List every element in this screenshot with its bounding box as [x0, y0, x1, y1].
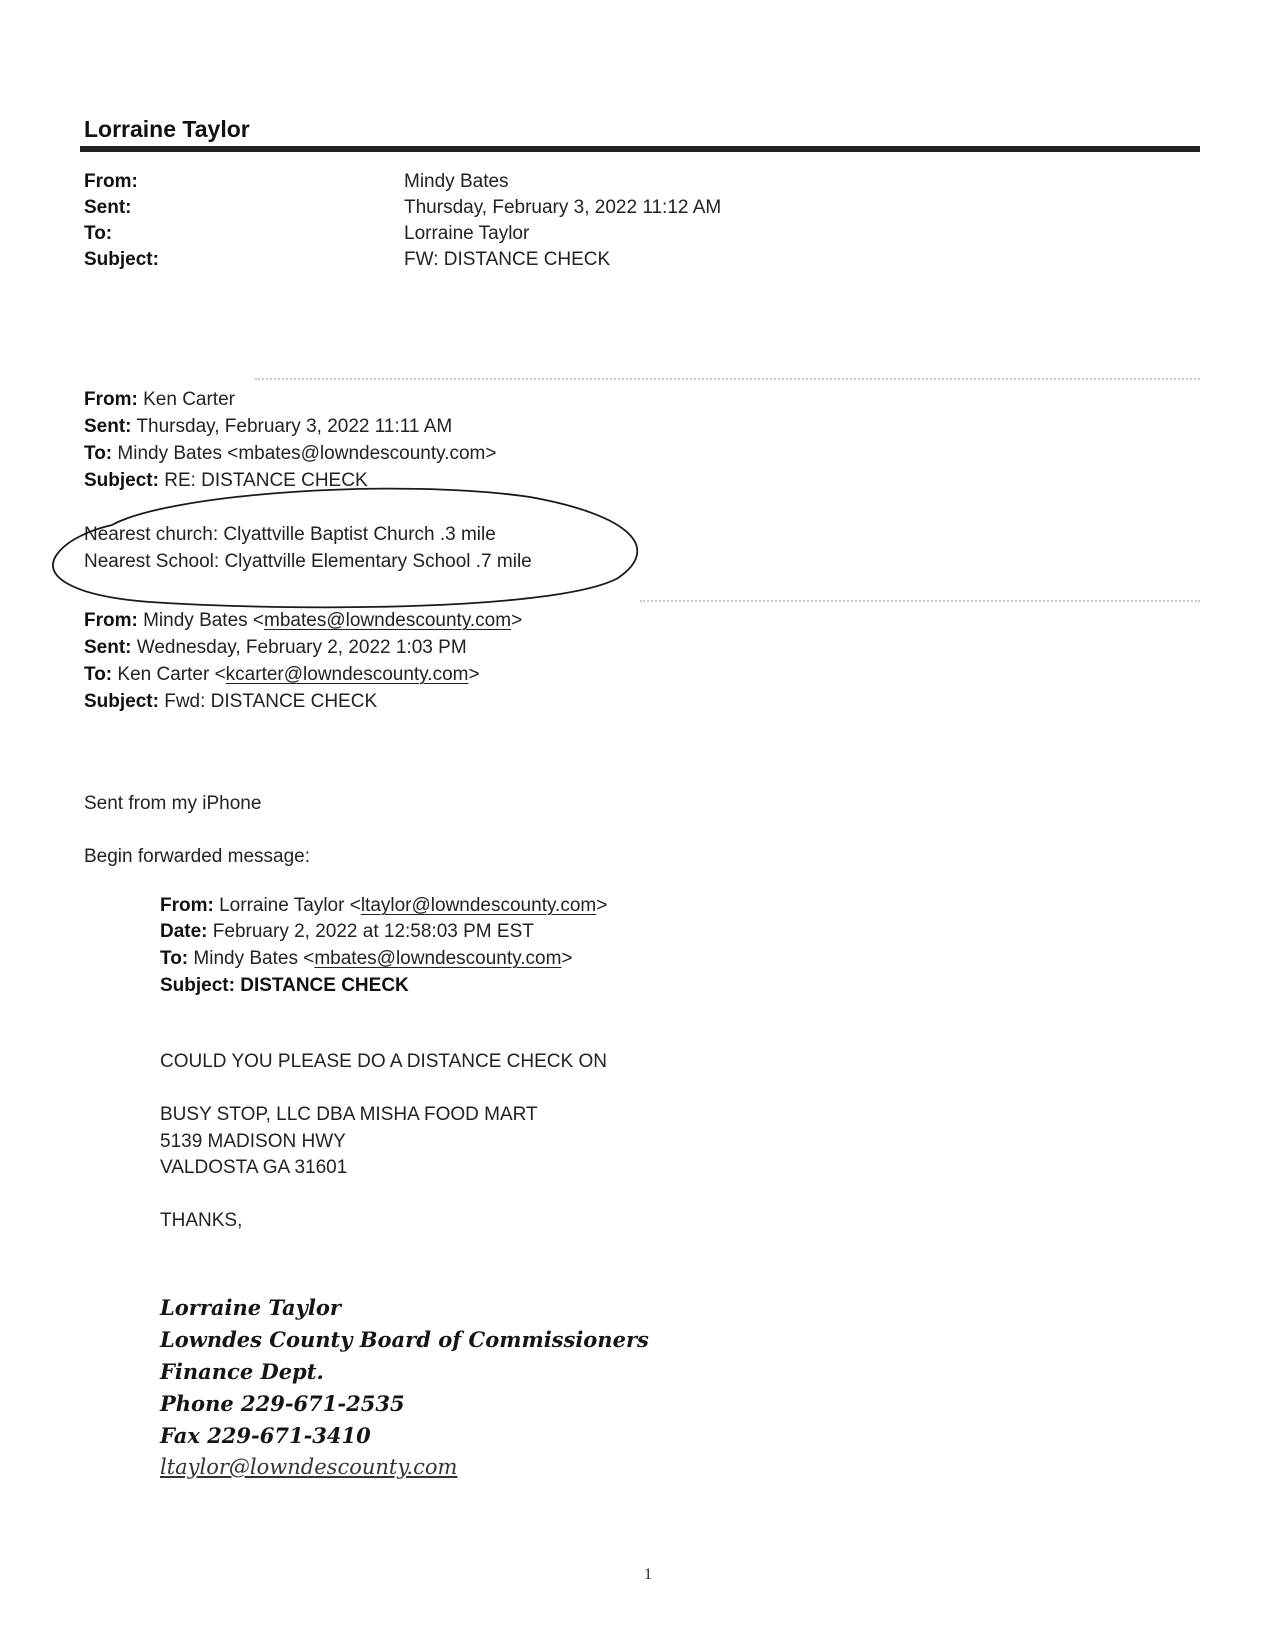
reply-subject-value: RE: DISTANCE CHECK: [158, 470, 368, 491]
orig-from-line: [160, 895, 607, 917]
orig-closing: THANKS,: [160, 1210, 243, 1231]
document-title: Lorraine Taylor: [84, 116, 250, 142]
fwd1-to-end: >: [468, 664, 480, 685]
orig-subject-value: DISTANCE CHECK: [234, 975, 409, 996]
reply-from-value: Ken Carter: [137, 389, 235, 410]
fwd1-to-label: To:: [84, 664, 113, 685]
fwd1-subject-line: [84, 691, 377, 713]
fwd1-to-email-link[interactable]: kcarter@lowndescounty.com: [225, 664, 469, 685]
orig-subject-line: [160, 975, 409, 997]
fwd1-to-line: [84, 664, 480, 686]
signature-email-link[interactable]: ltaylor@lowndescounty.com: [160, 1455, 458, 1479]
begin-forwarded: Begin forwarded message:: [84, 846, 311, 867]
fwd1-from-email-link[interactable]: mbates@lowndescounty.com: [264, 610, 512, 631]
fwd1-from-name: Mindy Bates <: [137, 610, 265, 631]
reply-sent-value: Thursday, February 3, 2022 11:11 AM: [131, 416, 453, 437]
page-number: 1: [644, 1566, 652, 1583]
reply-sent-label: Sent:: [84, 416, 132, 437]
signature-org: Lowndes County Board of Commissioners: [160, 1327, 649, 1352]
orig-from-end: >: [596, 895, 608, 916]
orig-address-line-3: VALDOSTA GA 31601: [160, 1157, 348, 1178]
header-to-label: To:: [84, 223, 113, 244]
signature-name: Lorraine Taylor: [160, 1295, 341, 1320]
orig-to-end: >: [561, 948, 573, 969]
orig-request: COULD YOU PLEASE DO A DISTANCE CHECK ON: [160, 1051, 607, 1072]
orig-date-value: February 2, 2022 at 12:58:03 PM EST: [207, 921, 534, 942]
reply-to-label: To:: [84, 443, 113, 464]
reply-subject-label: Subject:: [84, 470, 159, 491]
header-to-value: Lorraine Taylor: [404, 223, 530, 244]
fwd1-subject-label: Subject:: [84, 691, 159, 712]
header-from-value: Mindy Bates: [404, 171, 509, 192]
fwd1-to-name: Ken Carter <: [112, 664, 226, 685]
fwd1-subject-value: Fwd: DISTANCE CHECK: [158, 691, 378, 712]
fwd1-from-label: From:: [84, 610, 138, 631]
orig-to-email-link[interactable]: mbates@lowndescounty.com: [314, 948, 562, 969]
signature-phone: Phone 229-671-2535: [160, 1391, 405, 1416]
header-from-label: From:: [84, 171, 138, 192]
orig-address-line-1: BUSY STOP, LLC DBA MISHA FOOD MART: [160, 1104, 538, 1125]
orig-from-label: From:: [160, 895, 214, 916]
fwd1-sent-value: Wednesday, February 2, 2022 1:03 PM: [131, 637, 467, 658]
header-subject-value: FW: DISTANCE CHECK: [404, 249, 611, 270]
orig-to-label: To:: [160, 948, 189, 969]
reply-to-value: Mindy Bates <mbates@lowndescounty.com>: [112, 443, 497, 464]
orig-date-line: [160, 921, 534, 943]
orig-date-label: Date:: [160, 921, 208, 942]
header-sent-value: Thursday, February 3, 2022 11:12 AM: [404, 197, 722, 218]
orig-address-line-2: 5139 MADISON HWY: [160, 1131, 346, 1152]
reply-body-church: Nearest church: Clyattville Baptist Church .3 mile: [84, 524, 496, 545]
separator-dotted-2: [640, 600, 1200, 602]
fwd1-sent-line: [84, 637, 467, 659]
signature-dept: Finance Dept.: [160, 1359, 324, 1384]
header-sent-label: Sent:: [84, 197, 132, 218]
sent-from-iphone: Sent from my iPhone: [84, 793, 262, 814]
orig-subject-label: Subject:: [160, 975, 235, 996]
header-subject-label: Subject:: [84, 249, 159, 270]
fwd1-from-line: [84, 610, 522, 632]
orig-to-line: [160, 948, 573, 970]
orig-to-name: Mindy Bates <: [188, 948, 315, 969]
reply-body-school: Nearest School: Clyattville Elementary School .7 mile: [84, 551, 532, 572]
fwd1-sent-label: Sent:: [84, 637, 132, 658]
orig-from-email-link[interactable]: ltaylor@lowndescounty.com: [360, 895, 597, 916]
fwd1-from-end: >: [511, 610, 523, 631]
signature-fax: Fax 229-671-3410: [160, 1423, 371, 1448]
orig-from-name: Lorraine Taylor <: [213, 895, 361, 916]
reply-from-label: From:: [84, 389, 138, 410]
